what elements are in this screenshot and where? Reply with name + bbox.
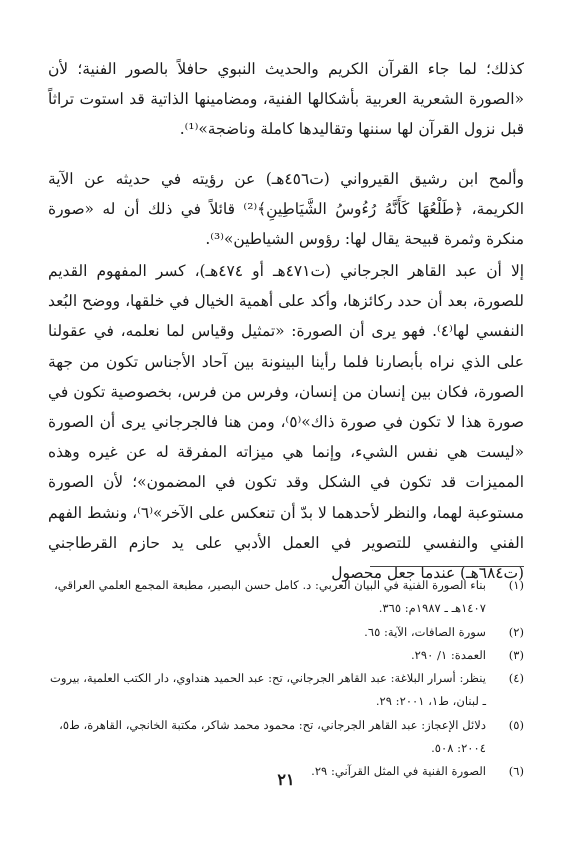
footnote-text: دلائل الإعجاز: عبد القاهر الجرجاني، تح: محمود محمد شاكر، مكتبة الخانجي، القاهرة، ط٥، ٢٠٠٤: ٥٠٨. — [59, 717, 486, 756]
page-number: ٢١ — [277, 770, 295, 789]
footnotes-list — [48, 574, 524, 784]
footnote-item — [48, 714, 524, 761]
footnote-number: (٣) — [508, 647, 524, 662]
footnote-item — [48, 574, 524, 621]
body-paragraph-1 — [48, 54, 524, 145]
footnote-divider — [370, 566, 524, 567]
paragraph-text: كذلك؛ لما جاء القرآن الكريم والحديث النبوي حافلاً بالصور الفنية؛ لأن «الصورة الشعرية العربية بأشكالها الفنية، ومضامينها الذاتية قد استوت تراثاً قبل نزول القرآن لها سننها وتقاليدها كاملة وناضجة»⁽¹⁾. — [48, 60, 524, 139]
footnote-text: الصورة الفنية في المثل القرآني: ٢٩. — [311, 764, 486, 779]
footnote-number: (٥) — [508, 717, 524, 732]
paragraph-text: إلا أن عبد القاهر الجرجاني (ت٤٧١هـ أو ٤٧٤هـ)، كسر المفهوم القديم للصورة، بعد أن حدد ركائزها، وأكد على أهمية الخيال في خلقها، ووضح البُعد النفسي لها⁽٤⁾. فهو يرى أن الصورة: «تمثيل وقياس لما نعلمه، في عقولنا على الذي نراه بأبصارنا فلما رأينا البينونة بين آحاد الأجناس تكون من جهة الصورة، فكان بين إنسان من إنسان، وفرس من فرس، بخصوصية تكون في صورة هذا لا تكون في صورة ذاك»⁽٥⁾، ومن هنا فالجرجاني يرى أن الصورة «ليست هي نفس الشيء، وإنما هي ميزاته المفرقة له عن غيره وهذه المميزات قد تكون في الشكل وقد تكون في المضمون»؛ لأن الصورة مستوعبة لهما، والنظر لأحدهما لا بدّ أن تنعكس على الآخر»⁽٦⁾، ونشط الفهم الفني والنفسي للتصوير في العمل الأدبي على يد حازم القرطاجني (ت٦٨٤هـ) عندما جعل محصول — [48, 262, 524, 583]
paragraph-text: وألمح ابن رشيق القيرواني (ت٤٥٦هـ) عن رؤيته في حديثه عن الآية الكريمة، ﴿طَلْعُهَا كَأَنَّهُ رُءُوسُ الشَّيَاطِينِ﴾⁽²⁾ قائلاً في ذلك أن له «صورة منكرة وثمرة قبيحة يقال لها: رؤوس الشياطين»⁽³⁾. — [48, 170, 525, 249]
body-paragraph-3 — [48, 256, 524, 588]
footnote-text: سورة الصافات، الآية: ٦٥. — [364, 624, 486, 639]
footnote-item — [48, 644, 524, 667]
footnote-text: بناء الصورة الفنية في البيان العربي: د. كامل حسن البصير، مطبعة المجمع العلمي العراقي، ١٤٠٧هـ ـ ١٩٨٧م: ٣٦٥. — [54, 578, 486, 616]
footnote-text: العمدة: ١/ ٢٩٠. — [410, 647, 486, 662]
footnote-number: (١) — [508, 578, 524, 592]
footnote-number: (٢) — [508, 624, 524, 639]
footnote-number: (٤) — [508, 671, 524, 686]
footnote-item — [48, 621, 524, 644]
body-paragraph-2 — [48, 164, 524, 255]
footnote-number: (٦) — [508, 764, 524, 779]
footnote-item — [48, 667, 524, 714]
footnote-text: ينظر: أسرار البلاغة: عبد القاهر الجرجاني، تح: عبد الحميد هنداوي، دار الكتب العلمية، بيروت ـ لبنان، ط١، ٢٠٠١: ٢٩. — [49, 671, 486, 709]
